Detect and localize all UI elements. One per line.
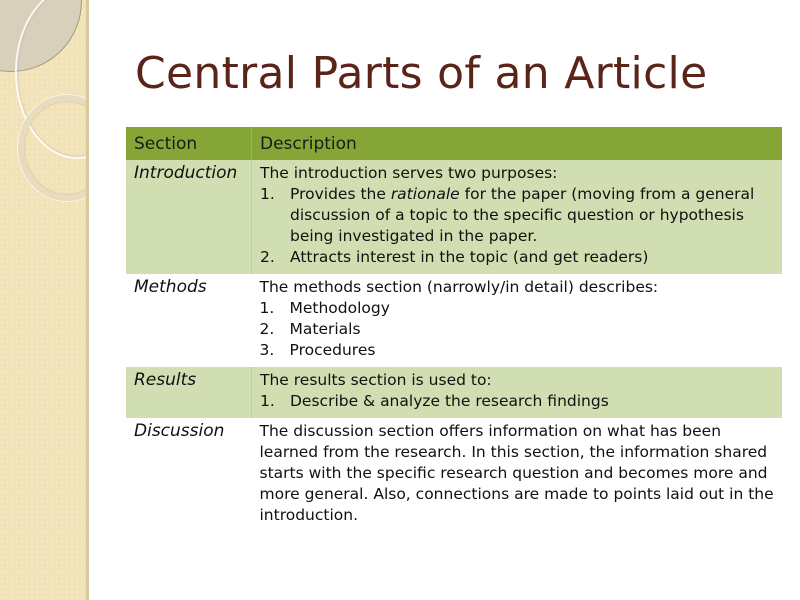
list-item	[260, 391, 774, 412]
table-row-discussion	[126, 418, 782, 532]
list-number: 3.	[259, 341, 275, 359]
list-item	[260, 340, 775, 361]
list-number: 2.	[260, 248, 275, 266]
numbered-list	[260, 298, 775, 361]
list-text: Methodology	[289, 299, 390, 317]
table-row-methods	[126, 274, 782, 367]
emphasis-text: rationale	[390, 185, 460, 203]
list-item	[260, 247, 774, 268]
list-text: Procedures	[289, 341, 376, 359]
table-row-results	[126, 367, 782, 418]
description-lead: The introduction serves two purposes:	[260, 164, 558, 182]
description-cell: The discussion section offers information on what has been learned from the research. In this section, the information shared starts with the specific research question and becomes more and more general. Also, connections are made to points laid out in the introduction.	[252, 418, 783, 532]
description-cell	[252, 160, 783, 274]
decorative-sidebar	[0, 0, 86, 600]
article-parts-table	[126, 127, 782, 532]
list-text: Materials	[289, 320, 361, 338]
description-lead: The methods section (narrowly/in detail) describes:	[259, 278, 659, 296]
header-section: Section	[126, 127, 252, 160]
list-text: Describe & analyze the research findings	[290, 392, 609, 410]
list-text: Provides the	[290, 185, 391, 203]
description-cell	[252, 274, 783, 367]
section-cell: Introduction	[126, 160, 252, 274]
list-number: 2.	[259, 320, 275, 338]
list-item	[260, 184, 774, 247]
list-text: for the paper (moving from a general discussion of a topic to the specific question or hypothesis being investigated in the paper.	[290, 185, 755, 245]
description-cell	[252, 367, 783, 418]
list-number: 1.	[259, 299, 275, 317]
section-cell: Methods	[126, 274, 252, 367]
list-number: 1.	[260, 392, 275, 410]
section-cell: Results	[126, 367, 252, 418]
description-lead: The results section is used to:	[260, 371, 492, 389]
list-item	[260, 319, 775, 340]
slide-title: Central Parts of an Article	[135, 48, 708, 99]
numbered-list	[260, 391, 774, 412]
list-text: Attracts interest in the topic (and get readers)	[290, 248, 649, 266]
list-number: 1.	[260, 185, 275, 203]
sidebar-edge	[86, 0, 89, 600]
list-item	[260, 298, 775, 319]
table-row-introduction	[126, 160, 782, 274]
header-description: Description	[252, 127, 783, 160]
table-header-row	[126, 127, 782, 160]
section-cell: Discussion	[126, 418, 252, 532]
numbered-list	[260, 184, 774, 268]
